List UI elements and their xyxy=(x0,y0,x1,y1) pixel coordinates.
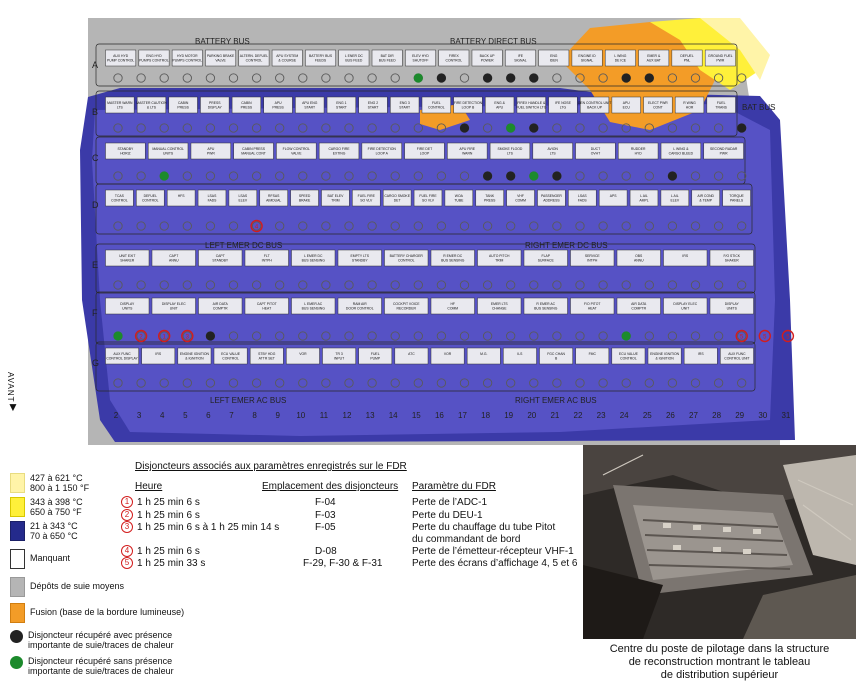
recovered-soot-dot xyxy=(622,73,631,82)
breaker-label-box xyxy=(684,348,717,364)
column-number: 6 xyxy=(206,411,211,420)
breaker-label: ATC xyxy=(408,352,415,356)
left-emer-ac-label: LEFT EMER AC BUS xyxy=(210,396,287,405)
row-location: F-04 xyxy=(315,497,336,508)
battery-bus-label: BATTERY BUS xyxy=(195,37,250,46)
row-number-badge: 5 xyxy=(121,557,133,569)
breaker-label: FIREX CONTROL xyxy=(445,54,463,63)
breaker-label: R WING HOR xyxy=(683,101,696,110)
row-param: Perte du DEU-1 xyxy=(412,510,483,521)
breaker-label: APU PWR xyxy=(206,147,215,156)
photo-caption xyxy=(583,643,856,682)
breaker-label: FUEL FIRE SO VLV xyxy=(357,194,375,203)
header-param: Paramètre du FDR xyxy=(412,481,496,492)
legend-fusion xyxy=(10,603,184,623)
breaker-label: FLOW CONTROL VALVE xyxy=(282,147,310,156)
direction-indicator xyxy=(6,372,20,415)
breaker-label: ELEV HYD SHUTOFF xyxy=(412,54,429,63)
breaker-label: FIREX HANDLE & FUEL SWITCH LTG xyxy=(516,101,547,110)
breaker-label: SERVICE INTPH xyxy=(584,254,600,263)
recovered-soot-dot xyxy=(529,123,538,132)
breaker-label: COCKPIT VOICE RECORDER xyxy=(392,302,420,311)
fdr-marker-number: 4 xyxy=(254,224,259,231)
breaker-label: MASTER CAUTION & LTS xyxy=(136,101,167,110)
breaker-label: MANUAL CONTROL UNITS xyxy=(152,147,184,156)
breaker-label: DISPLAY UNITS xyxy=(120,302,135,311)
column-number: 24 xyxy=(619,411,629,420)
legend-missing-text: Manquant xyxy=(30,553,71,563)
breaker-label: HYD MOTOR PUMPS CONTROL xyxy=(172,54,203,63)
breaker-label: FUEL TRANS xyxy=(715,101,727,110)
breaker-label: EMPTY LTS STANDBY xyxy=(350,254,370,263)
breaker-label: BAT DIR BUS FEED xyxy=(378,54,396,63)
breaker-label: L EMER AC BUS SENSING xyxy=(301,302,325,311)
breaker-label: DEFUEL PNL xyxy=(680,54,694,63)
legend-soot-text: Dépôts de suie moyens xyxy=(30,581,125,591)
breaker-label: TCAS CONTROL xyxy=(111,194,128,203)
breaker-label-box xyxy=(503,348,536,364)
column-number: 31 xyxy=(781,411,791,420)
row-letter: E xyxy=(92,260,99,270)
row-number-badge: 4 xyxy=(121,545,133,557)
breaker-label: ECU VALUE CONTROL xyxy=(221,352,241,361)
breaker-label: IRS xyxy=(697,352,704,356)
breaker-label: CAPT ANNU xyxy=(168,254,179,263)
column-number: 9 xyxy=(275,411,280,420)
breaker-label: R EMER DC BUS SENSING xyxy=(441,254,465,263)
recovered-soot-dot xyxy=(483,171,492,180)
column-number: 23 xyxy=(596,411,606,420)
legend-recovered-clean-1: Disjoncteur récupéré sans présence xyxy=(28,656,173,666)
breaker-label: CABIN PRESS MANUAL CONT xyxy=(241,147,266,156)
breaker-label: DISPLAY ELEC UNIT xyxy=(673,302,698,311)
breaker-label-box xyxy=(599,190,627,206)
recovered-soot-dot xyxy=(668,171,677,180)
column-number: 22 xyxy=(573,411,583,420)
breaker-label: APU PRESS xyxy=(272,101,284,110)
column-number: 12 xyxy=(342,411,352,420)
column-number: 2 xyxy=(113,411,119,420)
breaker-label: GROUND FUEL PWR xyxy=(707,54,733,63)
breaker-label: CARGO FIRE EXTING xyxy=(328,147,350,156)
column-number: 19 xyxy=(504,411,514,420)
column-number: 8 xyxy=(252,411,257,420)
column-number: 30 xyxy=(758,411,768,420)
breaker-label: AIR COND & TEMP xyxy=(697,194,715,203)
dot-green-icon xyxy=(10,656,23,669)
breaker-label: ENGINE IGNITION & IGNITION xyxy=(650,352,680,361)
breaker-label: ENG 2 START xyxy=(367,101,379,110)
breaker-label: APU SYSTEM & COURSE xyxy=(276,54,299,63)
legend-soot xyxy=(10,577,124,597)
breaker-label-box xyxy=(431,348,464,364)
breaker-label: LSAS FADS xyxy=(207,194,217,203)
breaker-label: APU FIRE WARN xyxy=(459,147,476,156)
breaker-label: EMER & AUX BAT xyxy=(646,54,661,63)
breaker-label: PASSENGER ADDRESS xyxy=(540,194,562,203)
breaker-label: ENG HYD PUMPS CONTROL xyxy=(139,54,169,63)
legend-recovered-clean xyxy=(10,656,174,676)
column-number: 21 xyxy=(550,411,560,420)
breaker-label: ENG IDEN xyxy=(549,54,558,63)
caption-line: de distribution supérieur xyxy=(660,669,779,681)
row-param: Perte de l’ADC-1 xyxy=(412,497,488,508)
breaker-label: DUCT OVHT xyxy=(590,147,601,156)
breaker-label-box xyxy=(142,348,175,364)
breaker-label: ALTERN. DEFUEL CONTROL xyxy=(239,54,269,63)
breaker-label: APU ECU xyxy=(622,101,630,110)
breaker-label: STANDBY HORIZ xyxy=(117,147,134,156)
row-time: 1 h 25 min 6 s xyxy=(137,546,200,557)
breaker-label: AUTO PITCH TRIM xyxy=(489,254,510,263)
fdr-marker-number: 3 xyxy=(185,334,189,341)
column-number: 3 xyxy=(136,411,142,420)
row-letter: C xyxy=(92,153,99,163)
row-number-badge: 3 xyxy=(121,521,133,533)
legend-recovered-soot-1: Disjoncteur récupéré avec présence xyxy=(28,630,173,640)
recovered-clean-dot xyxy=(113,331,122,340)
breaker-label: FUEL PUMP xyxy=(370,352,381,361)
breaker-label: FUEL FIRE SO VLV xyxy=(419,194,437,203)
breaker-label: ENGINE ID SIGNAL xyxy=(578,54,596,63)
breaker-label: STBY HDG ATTR SET xyxy=(258,352,276,361)
breaker-label: DISPLAY UNITS xyxy=(724,302,739,311)
breaker-label: L WING & CARGO BLEED xyxy=(668,147,694,156)
breaker-label: PRESS DISPLAY xyxy=(207,101,222,110)
column-number: 27 xyxy=(689,411,698,420)
breaker-label: FUEL CONTROL xyxy=(428,101,445,110)
column-number: 11 xyxy=(319,411,329,420)
legend-recovered-clean-2: importante de suie/traces de chaleur xyxy=(28,666,174,676)
legend-temp-2-f: 650 à 750 °F xyxy=(30,507,82,517)
arrow-down-icon: ▼ xyxy=(7,400,19,415)
wreckage-photo-art xyxy=(583,445,856,639)
dot-black-icon xyxy=(10,630,23,643)
breaker-label: FLT INTPH xyxy=(261,254,272,263)
row-param: Perte du chauffage du tube Pitot xyxy=(412,522,556,533)
breaker-label: EMER LTS CHANGE xyxy=(490,302,508,311)
fdr-marker-number: 5 xyxy=(763,334,767,341)
row-param-cont: du commandant de bord xyxy=(412,534,521,545)
caption-line: de reconstruction montrant le tableau xyxy=(628,656,811,668)
breaker-label: FIRE DETECTION LOOP A xyxy=(367,147,396,156)
breaker-label: ECU VALUE CONTROL xyxy=(618,352,638,361)
recovered-soot-dot xyxy=(483,73,492,82)
breaker-label: VOR xyxy=(299,352,307,356)
breaker-label: AUX FUNC CONTROL DISPLAY xyxy=(106,352,138,361)
breaker-label: APS xyxy=(609,194,617,198)
breaker-label: HF COMM xyxy=(447,302,459,311)
breaker-label: HFS xyxy=(177,194,185,198)
legend-temp-3-c: 21 à 343 °C xyxy=(30,521,78,531)
legend-recovered-soot xyxy=(10,630,174,650)
breaker-label: WOA TUBE xyxy=(454,194,464,203)
left-emer-dc-label: LEFT EMER DC BUS xyxy=(205,241,283,250)
breaker-label: IFE NOSE LTG xyxy=(555,101,571,110)
breaker-label: PARKING BRAKE VALVE xyxy=(206,54,235,63)
column-number: 10 xyxy=(296,411,306,420)
breaker-label: CARGO SMOKE DET xyxy=(384,194,410,203)
breaker-label: BATTERY CHARGER CONTROL xyxy=(389,254,423,263)
breaker-label: BACK UP POWER xyxy=(479,54,495,63)
row-letter: F xyxy=(92,308,98,318)
caption-line: Centre du poste de pilotage dans la structure xyxy=(609,643,830,655)
row-location: F-05 xyxy=(315,522,336,533)
breaker-label: ENGINE IGNITION & IGNITION xyxy=(179,352,209,361)
recovered-soot-dot xyxy=(737,123,746,132)
swatch-pale-yellow xyxy=(10,473,25,493)
swatch-yellow xyxy=(10,497,25,517)
breaker-label: FIRE DETECTION LOOP B xyxy=(453,101,483,110)
breaker-label: TANK PRESS xyxy=(483,194,496,203)
recovered-soot-dot xyxy=(529,73,538,82)
row-number-badge: 1 xyxy=(121,496,133,508)
column-number: 28 xyxy=(712,411,722,420)
breaker-label: SECOND RADAR PWR xyxy=(709,147,738,156)
breaker-label: VHF COMM xyxy=(515,194,526,203)
breaker-label-box xyxy=(576,348,609,364)
header-location: Emplacement des disjoncteurs xyxy=(262,481,399,492)
breaker-label-box xyxy=(167,190,195,206)
breaker-label: CAPT PITOT HEAT xyxy=(256,302,277,311)
breaker-label: IRS xyxy=(682,254,689,258)
column-number: 4 xyxy=(159,411,165,420)
breaker-label: SPEED BRAKE xyxy=(298,194,311,203)
breaker-label: R EMER AC BUS SENSING xyxy=(534,302,558,311)
breaker-label: SMOKE FLOOD LTS xyxy=(497,147,523,156)
breaker-label: F/O PITOT HEAT xyxy=(583,302,601,311)
swatch-navy xyxy=(10,521,25,541)
recovered-soot-dot xyxy=(645,73,654,82)
legend-temp-1 xyxy=(10,473,89,493)
breaker-label: GEN CONTROL UNIT BACK UP xyxy=(577,101,612,110)
breaker-label: TR 3 INPUT xyxy=(333,352,345,361)
breaker-label: BATTERY BUS FEEDS xyxy=(308,54,333,63)
breaker-label: CABIN PRESS xyxy=(177,101,189,110)
column-number: 26 xyxy=(665,411,675,420)
breaker-label: APU ENG START xyxy=(302,101,318,110)
column-number: 18 xyxy=(481,411,491,420)
header-time: Heure xyxy=(135,481,163,492)
breaker-label: ILS xyxy=(517,352,523,356)
recovered-soot-dot xyxy=(506,73,515,82)
breaker-label: ENG & APU xyxy=(494,101,505,110)
legend-missing xyxy=(10,549,70,569)
row-letter: B xyxy=(92,107,99,117)
breaker-label: CABIN PRESS xyxy=(240,101,253,110)
legend-recovered-soot-2: importante de suie/traces de chaleur xyxy=(28,640,174,650)
breaker-label-box xyxy=(467,348,500,364)
row-param: Perte de l’émetteur-récepteur VHF-1 xyxy=(412,546,574,557)
fdr-marker-number: 5 xyxy=(740,334,744,341)
battery-direct-bus-label: BATTERY DIRECT BUS xyxy=(450,37,537,46)
column-number: 16 xyxy=(434,411,444,420)
breaker-label: F/O STICK SHAKER xyxy=(723,254,741,263)
column-number: 13 xyxy=(365,411,375,420)
recovered-clean-dot xyxy=(622,331,631,340)
row-location: F-03 xyxy=(315,510,336,521)
column-number: 5 xyxy=(183,411,188,420)
fdr-marker-number: 1 xyxy=(162,334,166,341)
legend-temp-1-f: 800 à 1 150 °F xyxy=(30,483,90,493)
recovered-soot-dot xyxy=(206,331,215,340)
column-number: 14 xyxy=(388,411,398,420)
breaker-label-box xyxy=(395,348,428,364)
breaker-label: AIR DATA COMPTR xyxy=(631,302,647,311)
breaker-label: MASTER WARN LTS xyxy=(107,101,133,110)
swatch-white xyxy=(10,549,25,569)
fdr-marker-number: 2 xyxy=(139,334,143,341)
breaker-label: FMC xyxy=(588,352,596,356)
breaker-label: RUDDER HYD xyxy=(630,147,646,156)
legend-temp-3-f: 70 à 650 °C xyxy=(30,531,78,541)
breaker-label: RFSAS AIMDUAL xyxy=(266,194,282,203)
breaker-label: CAPT STANDBY xyxy=(212,254,229,263)
legend-temp-2-c: 343 à 398 °C xyxy=(30,497,83,507)
row-time: 1 h 25 min 6 s xyxy=(137,497,200,508)
legend-temp-1-c: 427 à 621 °C xyxy=(30,473,83,483)
legend-temp-3 xyxy=(10,521,78,541)
recovered-soot-dot xyxy=(460,123,469,132)
fdr-marker-number: 5 xyxy=(786,334,790,341)
breaker-label: LSAS FADS xyxy=(577,194,587,203)
breaker-label: AUX FUNC CONTROL UNIT xyxy=(724,352,750,361)
breaker-label: UNIT EXIT SHAKER xyxy=(119,254,136,263)
breaker-label: FGC CHAN B xyxy=(547,352,565,361)
column-number: 29 xyxy=(735,411,745,420)
breaker-label: L EMER DC BUS SENSING xyxy=(301,254,325,263)
breaker-label: RAM AIR DOOR CONTROL xyxy=(345,302,374,311)
breaker-label: L AIL AMPL xyxy=(639,194,649,203)
recovered-soot-dot xyxy=(552,171,561,180)
breaker-label: OBS ANNU xyxy=(633,254,644,263)
recovered-soot-dot xyxy=(437,73,446,82)
bat-bus-label: BAT BUS xyxy=(742,103,776,112)
recovered-clean-dot xyxy=(414,73,423,82)
column-number: 15 xyxy=(411,411,421,420)
swatch-orange xyxy=(10,603,25,623)
breaker-label: L AIL ELEV xyxy=(670,194,680,203)
row-number-badge: 2 xyxy=(121,509,133,521)
right-emer-ac-label: RIGHT EMER AC BUS xyxy=(515,396,597,405)
row-time: 1 h 25 min 33 s xyxy=(137,558,206,569)
table-title: Disjoncteurs associés aux paramètres enregistrés sur le FDR xyxy=(135,461,407,472)
breaker-label: DEFUEL CONTROL xyxy=(141,194,159,203)
row-location: D-08 xyxy=(315,546,337,557)
breaker-label: LSAS ELEV xyxy=(238,194,248,203)
column-number: 20 xyxy=(527,411,537,420)
row-param: Perte des écrans d’affichage 4, 5 et 6 xyxy=(412,558,578,569)
breaker-label-box xyxy=(286,348,319,364)
column-number: 25 xyxy=(642,411,652,420)
row-letter: D xyxy=(92,200,99,210)
breaker-label-box xyxy=(664,250,708,266)
breaker-label: AUX HYD PUMP CONTROL xyxy=(107,54,135,63)
breaker-label: AVION LTS xyxy=(547,147,558,156)
recovered-clean-dot xyxy=(529,171,538,180)
legend-fusion-text: Fusion (base de la bordure lumineuse) xyxy=(30,607,185,617)
row-time: 1 h 25 min 6 s xyxy=(137,510,200,521)
column-number: 17 xyxy=(458,411,467,420)
breaker-label: ENG 1 START xyxy=(335,101,347,110)
wreckage-photo xyxy=(583,445,856,639)
legend-temp-2 xyxy=(10,497,83,517)
recovered-soot-dot xyxy=(506,171,515,180)
breaker-label: M.G. xyxy=(480,352,488,356)
breaker-label: BAT ELEV TRIM xyxy=(327,194,344,203)
breaker-label: FLAP SURFACE xyxy=(537,254,554,263)
row-time: 1 h 25 min 6 s à 1 h 25 min 14 s xyxy=(137,522,280,533)
breaker-label: ENG 3 START xyxy=(399,101,411,110)
swatch-grey xyxy=(10,577,25,597)
breaker-label: ELECT PWR CONT xyxy=(648,101,668,110)
row-location: F-29, F-30 & F-31 xyxy=(303,558,383,569)
direction-label: AVANT xyxy=(6,372,15,403)
breaker-label: IFE SIGNAL xyxy=(514,54,527,63)
row-letter: A xyxy=(92,60,99,70)
right-emer-dc-label: RIGHT EMER DC BUS xyxy=(525,241,608,250)
breaker-label: L ENER DC BUS FEED xyxy=(344,54,363,63)
column-number: 7 xyxy=(229,411,234,420)
breaker-label: L WING DE ICE xyxy=(614,54,627,63)
recovered-clean-dot xyxy=(160,171,169,180)
row-letter: G xyxy=(92,358,100,368)
breaker-label: IRS xyxy=(155,352,162,356)
recovered-clean-dot xyxy=(506,123,515,132)
breaker-label: FIRE DET LOOP xyxy=(416,147,433,156)
breaker-label: TORQUE PANELS xyxy=(729,194,744,203)
breaker-label: VOR xyxy=(443,352,452,356)
breaker-label: AIR DATA COMPTR xyxy=(212,302,228,311)
breaker-label: DISPLAY ELEC UNIT xyxy=(161,302,186,311)
